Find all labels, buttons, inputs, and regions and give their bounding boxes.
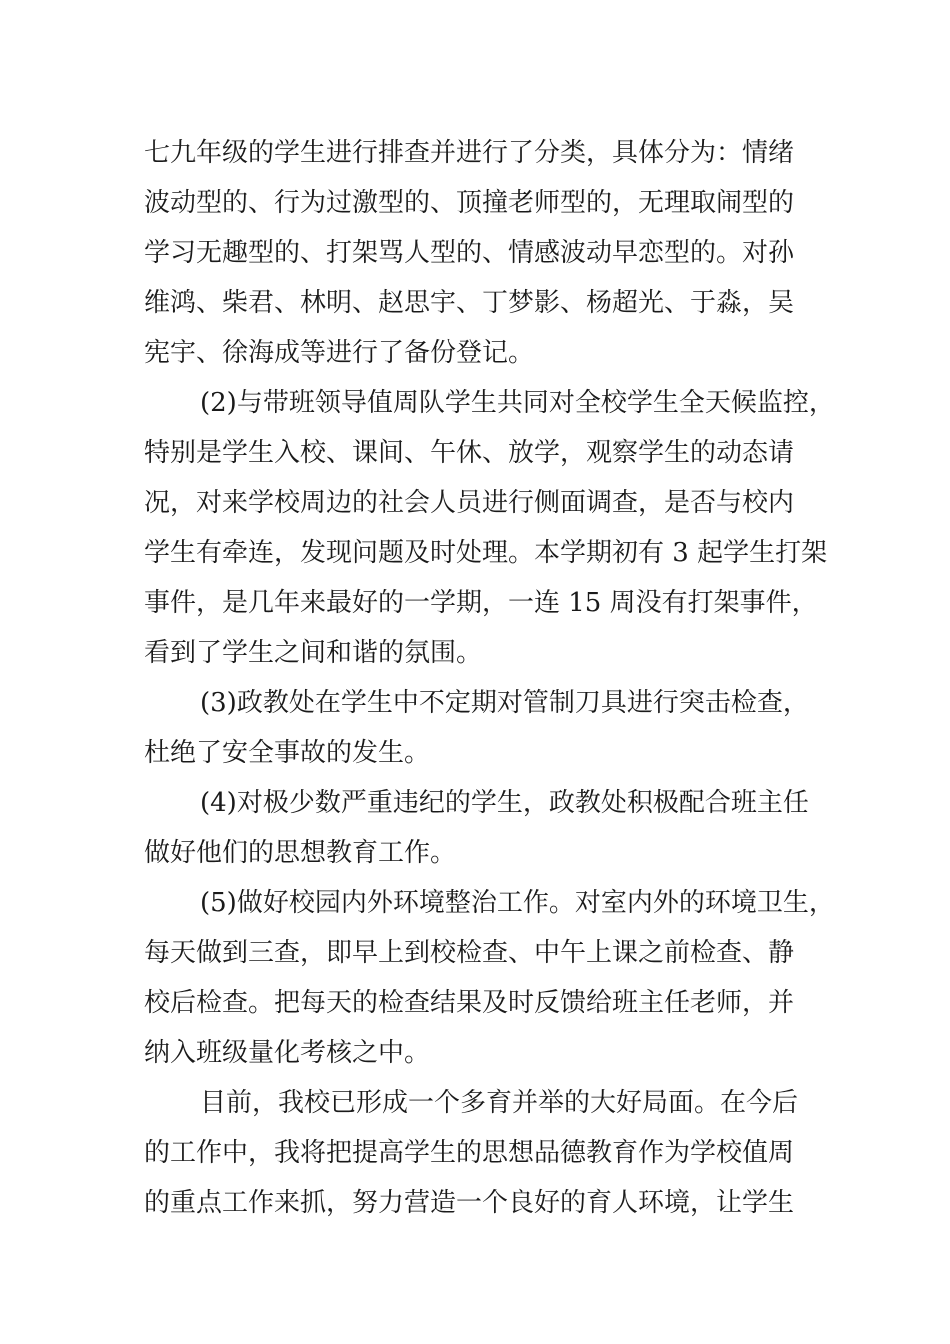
paragraph-4-line-2: 做好他们的思想教育工作。 <box>144 838 457 868</box>
paragraph-1-line-1: 七九年级的学生进行排查并进行了分类，具体分为：情绪 <box>144 138 795 168</box>
paragraph-3-line-2: 杜绝了安全事故的发生。 <box>144 738 431 768</box>
paragraph-4-line-1: (4)对极少数严重违纪的学生，政教处积极配合班主任 <box>200 788 809 818</box>
document-body <box>144 128 835 1228</box>
paragraph-6-line-3: 的重点工作来抓，努力营造一个良好的育人环境，让学生 <box>144 1188 795 1218</box>
paragraph-5-line-4: 纳入班级量化考核之中。 <box>144 1038 431 1068</box>
paragraph-2-line-6: 看到了学生之间和谐的氛围。 <box>144 638 483 668</box>
paragraph-5-line-2: 每天做到三查，即早上到校检查、中午上课之前检查、静 <box>144 938 795 968</box>
paragraph-5-line-1: (5)做好校园内外环境整治工作。对室内外的环境卫生， <box>200 888 835 918</box>
paragraph-1-line-4: 维鸿、柴君、林明、赵思宇、丁梦影、杨超光、于淼，吴 <box>144 288 795 318</box>
paragraph-2-line-4: 学生有牵连，发现问题及时处理。本学期初有 3 起学生打架 <box>144 538 828 568</box>
paragraph-2-line-1: (2)与带班领导值周队学生共同对全校学生全天候监控， <box>200 388 835 418</box>
paragraph-3-line-1: (3)政教处在学生中不定期对管制刀具进行突击检查， <box>200 688 809 718</box>
paragraph-5-line-3: 校后检查。把每天的检查结果及时反馈给班主任老师，并 <box>144 988 795 1018</box>
paragraph-6-line-2: 的工作中，我将把提高学生的思想品德教育作为学校值周 <box>144 1138 795 1168</box>
paragraph-1-line-2: 波动型的、行为过激型的、顶撞老师型的，无理取闹型的 <box>144 188 795 218</box>
paragraph-2-line-3: 况，对来学校周边的社会人员进行侧面调查，是否与校内 <box>144 488 795 518</box>
paragraph-1-line-3: 学习无趣型的、打架骂人型的、情感波动早恋型的。对孙 <box>144 238 795 268</box>
paragraph-6-line-1: 目前，我校已形成一个多育并举的大好局面。在今后 <box>200 1088 799 1118</box>
paragraph-2-line-5: 事件，是几年来最好的一学期，一连 15 周没有打架事件， <box>144 588 818 618</box>
paragraph-1-line-5: 宪宇、徐海成等进行了备份登记。 <box>144 338 535 368</box>
paragraph-2-line-2: 特别是学生入校、课间、午休、放学，观察学生的动态请 <box>144 438 795 468</box>
